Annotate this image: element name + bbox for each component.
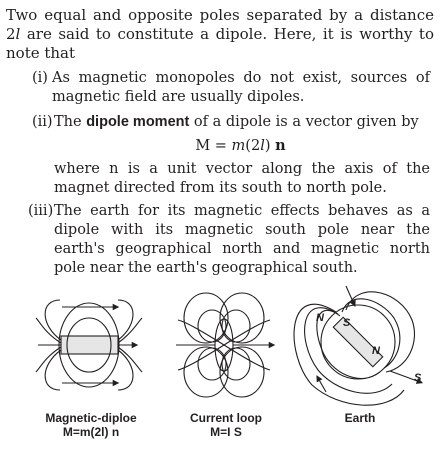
list-item-number: (i) [32,70,48,86]
bar-magnet-diagram [36,300,142,390]
intro-var-l: l [15,25,21,43]
list-item-text: The earth for its magnetic effects behaves as a dipole with its magnetic south pole near the earth's geographical north and magnetic north pole near the earth's geographical south. [54,203,430,276]
list-item-number: (ii) [32,114,53,130]
intro-text-2: are said to constitute a dipole. Here, it is worthy to note that [6,25,434,62]
unit-vector-note: where n is a unit vector along the axis of the magnet directed from its south to north pole. [54,161,430,196]
dipole-moment-term: dipole moment [86,114,190,130]
intro-text: Two equal and opposite poles separated by a distance 2 [6,6,434,43]
list-item-text: As magnetic monopoles do not exist, sources of magnetic field are usually dipoles. [52,70,430,105]
earth-label-s-geographic: S [414,372,422,384]
caption-current-loop: Current loop M=I S [190,411,262,439]
caption-earth: Earth [344,411,376,425]
earth-label-n-magnetic: N [372,345,380,357]
dipole-moment-formula: M = m(2l) n [195,137,286,154]
caption-magnetic-dipole: Magnetic-diploe M=m(2l) n [45,411,137,439]
earth-diagram [294,286,420,405]
list-item-text: The dipole moment of a dipole is a vector given by [54,114,419,130]
earth-label-s-magnetic: S [343,317,351,329]
earth-label-n-geographic: N [316,312,324,324]
current-loop-diagram [176,293,272,397]
list-item-number: (iii) [28,203,54,219]
